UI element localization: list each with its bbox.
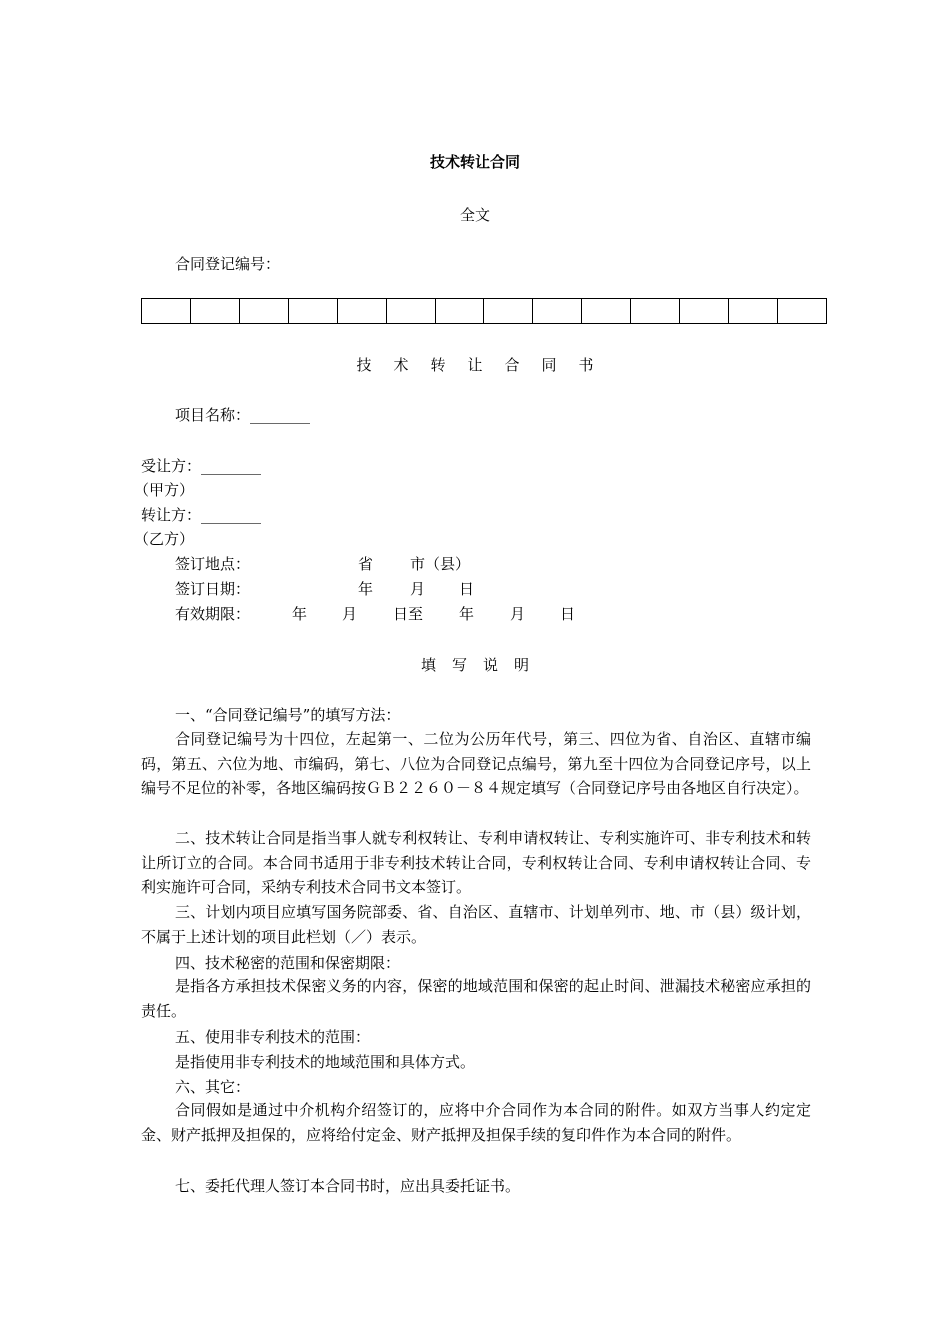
instruction-4-title: 四、技术秘密的范围和保密期限：: [175, 954, 401, 972]
end-year-label: 年: [459, 605, 475, 623]
year-label: 年: [358, 580, 374, 598]
start-day-to-label: 日至: [393, 605, 424, 623]
registration-digit-cell: [729, 299, 778, 323]
month-label: 月: [410, 580, 426, 598]
registration-digit-cell: [289, 299, 338, 323]
instruction-5-title: 五、使用非专利技术的范围：: [175, 1028, 371, 1046]
registration-digit-cell: [778, 299, 826, 323]
start-month-label: 月: [342, 605, 358, 623]
province-label: 省: [358, 555, 374, 573]
document-title: 技术转让合同: [429, 153, 520, 171]
instruction-1-body: 合同登记编号为十四位，左起第一、二位为公历年代号，第三、四位为省、自治区、直辖市编码，第五、六位为地、市编码，第七、八位为合同登记点编号，第九至十四位为合同登记序号，以上编号不足位的补零，各地区编码按ＧＢ２２６０－８４规定填写（合同登记序号由各地区自行决定）。: [141, 730, 811, 798]
start-year-label: 年: [292, 605, 308, 623]
validity-label: 有效期限：: [175, 605, 251, 623]
registration-digit-cell: [533, 299, 582, 323]
sign-place-label: 签订地点：: [175, 555, 251, 573]
instruction-2: 二、技术转让合同是指当事人就专利权转让、专利申请权转让、专利实施许可、非专利技术和转让所订立的合同。本合同书适用于非专利技术转让合同，专利权转让合同、专利申请权转让合同、专利实施许可合同，采纳专利技术合同书文本签订。: [141, 829, 811, 897]
instruction-6-body: 合同假如是通过中介机构介绍签订的，应将中介合同作为本合同的附件。如双方当事人约定定金、财产抵押及担保的，应将给付定金、财产抵押及担保手续的复印件作为本合同的附件。: [141, 1101, 811, 1144]
instruction-4-body: 是指各方承担技术保密义务的内容，保密的地域范围和保密的起止时间、泄漏技术秘密应承担的责任。: [141, 977, 811, 1020]
registration-digit-cell: [338, 299, 387, 323]
registration-digit-cell: [484, 299, 533, 323]
instruction-1-title: 一、“合同登记编号”的填写方法：: [175, 706, 401, 724]
contract-heading: 技术转让合同书: [356, 356, 616, 374]
instruction-5-body: 是指使用非专利技术的地域范围和具体方式。: [175, 1053, 476, 1071]
registration-digit-cell: [240, 299, 289, 323]
registration-digit-cell: [387, 299, 436, 323]
assignee-field: 受让方：________: [141, 457, 262, 475]
registration-digit-cell: [631, 299, 680, 323]
day-label: 日: [459, 580, 475, 598]
document-subtitle: 全文: [459, 206, 490, 224]
instruction-7: 七、委托代理人签订本合同书时，应出具委托证书。: [175, 1177, 521, 1195]
registration-digit-cell: [680, 299, 729, 323]
registration-digit-cell: [582, 299, 631, 323]
sign-place-row: [175, 554, 471, 574]
assignor-field: 转让方：________: [141, 506, 262, 524]
party-a-label: （甲方）: [134, 481, 195, 499]
end-month-label: 月: [510, 605, 526, 623]
instructions-heading: 填写说明: [420, 656, 545, 674]
registration-number-grid: [141, 298, 827, 324]
registration-number-label: 合同登记编号：: [175, 255, 281, 273]
sign-date-row: [175, 579, 475, 599]
end-day-label: 日: [560, 605, 576, 623]
validity-row: [175, 604, 576, 624]
registration-digit-cell: [191, 299, 240, 323]
sign-date-label: 签订日期：: [175, 580, 251, 598]
registration-digit-cell: [142, 299, 191, 323]
party-b-label: （乙方）: [134, 530, 195, 548]
registration-digit-cell: [436, 299, 485, 323]
project-name-field: 项目名称：________: [175, 406, 311, 424]
instruction-3: 三、计划内项目应填写国务院部委、省、自治区、直辖市、计划单列市、地、市（县）级计划，不属于上述计划的项目此栏划（／）表示。: [141, 903, 811, 946]
instruction-6-title: 六、其它：: [175, 1078, 251, 1096]
city-county-label: 市（县）: [410, 555, 471, 573]
